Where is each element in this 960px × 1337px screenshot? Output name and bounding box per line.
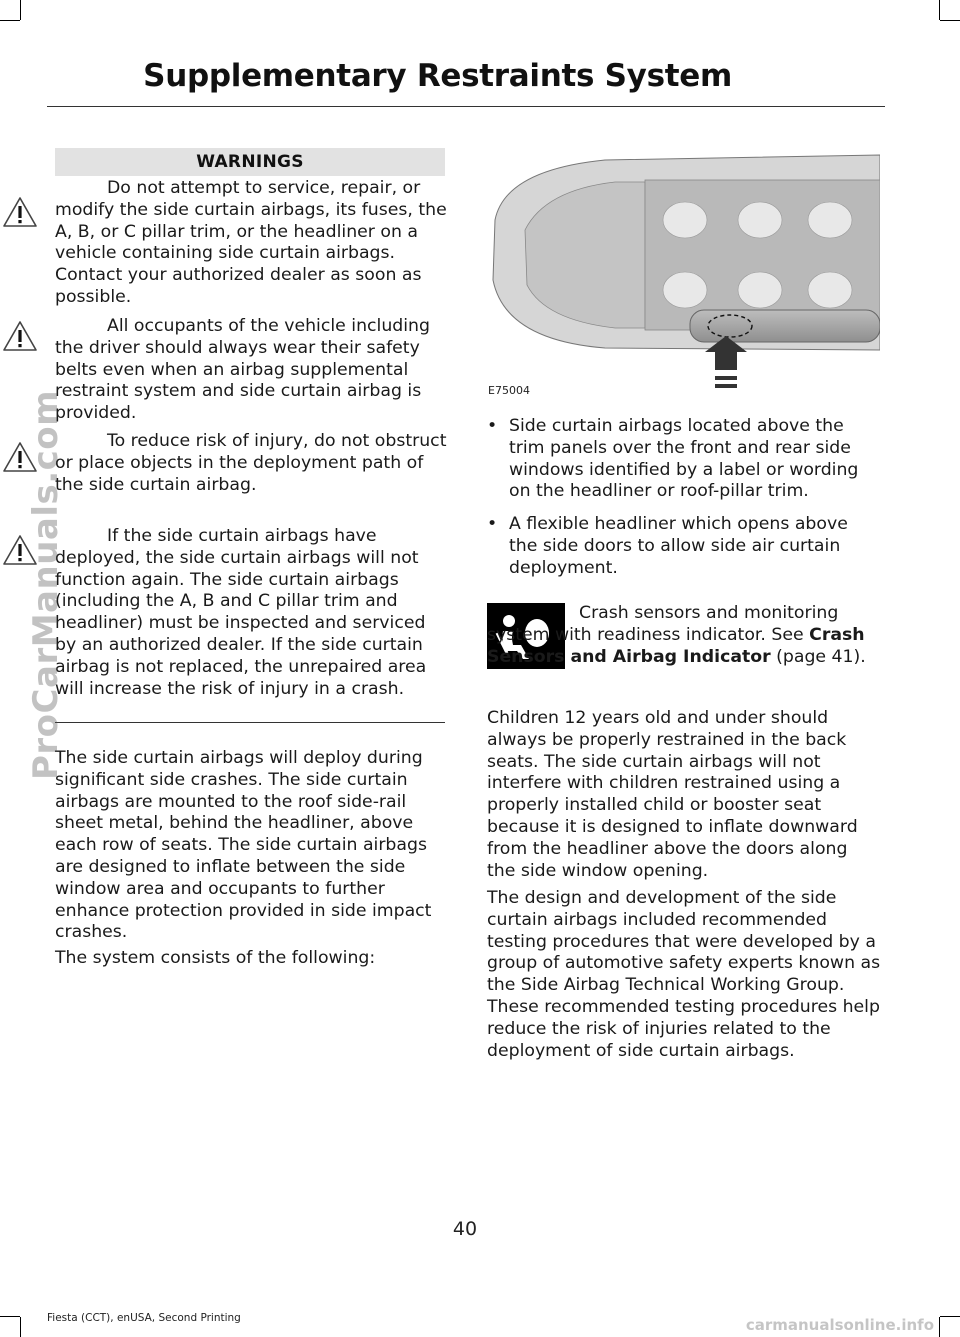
list-item-text: Side curtain airbags located above the trim panels over the front and rear side windows identified by a label or wording on the headliner or roof-pillar trim. (509, 416, 859, 502)
warnings-heading: WARNINGS (55, 148, 445, 176)
car-overhead-illustration (485, 150, 880, 400)
crop-mark (0, 1316, 20, 1317)
crop-mark (939, 0, 940, 20)
crop-mark (939, 1317, 940, 1337)
title-divider (47, 106, 885, 107)
crop-mark (940, 1316, 960, 1317)
crash-sensor-text: Crash sensors and monitoring system with readiness indicator. See (487, 603, 839, 645)
warnings-end-divider (55, 722, 445, 723)
warning-text: If the side curtain airbags have deployed, the side curtain airbags will not function again. The side curtain airbags (including the A, B and C pillar trim and headliner) must be inspected and serviced by an authorized dealer. If the side curtain airbag is not replaced, the unrepaired area will increase the risk of injury in a crash. (55, 526, 427, 699)
crop-mark (0, 20, 20, 21)
warning-triangle-icon (2, 196, 38, 228)
crash-sensor-paragraph (487, 603, 881, 668)
crop-mark (20, 0, 21, 20)
footer-text: Fiesta (CCT), enUSA, Second Printing (47, 1312, 241, 1324)
warning-text: To reduce risk of injury, do not obstruct or place objects in the deployment path of the side curtain airbag. (55, 431, 447, 495)
warning-triangle-icon (2, 320, 38, 352)
crop-mark (940, 20, 960, 21)
page-number: 40 (452, 1218, 478, 1240)
watermark-text: ProCarManuals.com (26, 389, 66, 780)
bullet-symbol: • (487, 416, 498, 436)
warning-text: All occupants of the vehicle including the driver should always wear their safety belts even when an airbag supplemental restraint system and side curtain airbag is provided. (55, 316, 430, 424)
page-reference: (page 41). (776, 646, 866, 667)
list-item (487, 514, 881, 579)
body-paragraph: The side curtain airbags will deploy during significant side crashes. The side curtain airbags are mounted to the roof side-rail sheet metal, behind the headliner, above each row of seats. The side curtain airbags are designed to inflate between the side window area and occupants to further enhance protection provided in side impact crashes. (55, 748, 432, 943)
warning-text: Do not attempt to service, repair, or modify the side curtain airbags, its fuses, the A, B, or C pillar trim, or the headliner on a vehicle containing side curtain airbags. Contact your authorized dealer as soon as possible. (55, 178, 447, 307)
body-paragraph: Children 12 years old and under should always be properly restrained in the back seats. The side curtain airbags will not interfere with children restrained using a properly installed child or booster seat because it is designed to inflate downward from the headliner above the doors along the side window opening. (487, 708, 858, 881)
page-title: Supplementary Restraints System (143, 58, 732, 94)
list-item-text: A flexible headliner which opens above the side doors to allow side air curtain deployment. (509, 514, 848, 578)
watermark-text: carmanualsonline.info (745, 1316, 934, 1334)
bullet-symbol: • (487, 514, 498, 535)
body-paragraph: The design and development of the side curtain airbags included recommended testing procedures that were developed by a group of automotive safety experts known as the Side Airbag Technical Working Group. These recommended testing procedures help reduce the risk of injuries related to the deployment of side curtain airbags. (487, 888, 881, 1061)
system-components-list (487, 416, 881, 591)
crash-sensor-link[interactable]: Crash Sensors and Airbag Indicator (487, 624, 865, 667)
body-paragraph: The system consists of the following: (55, 948, 376, 968)
crop-mark (20, 1317, 21, 1337)
figure-code: E75004 (488, 384, 530, 397)
list-item (487, 416, 881, 503)
